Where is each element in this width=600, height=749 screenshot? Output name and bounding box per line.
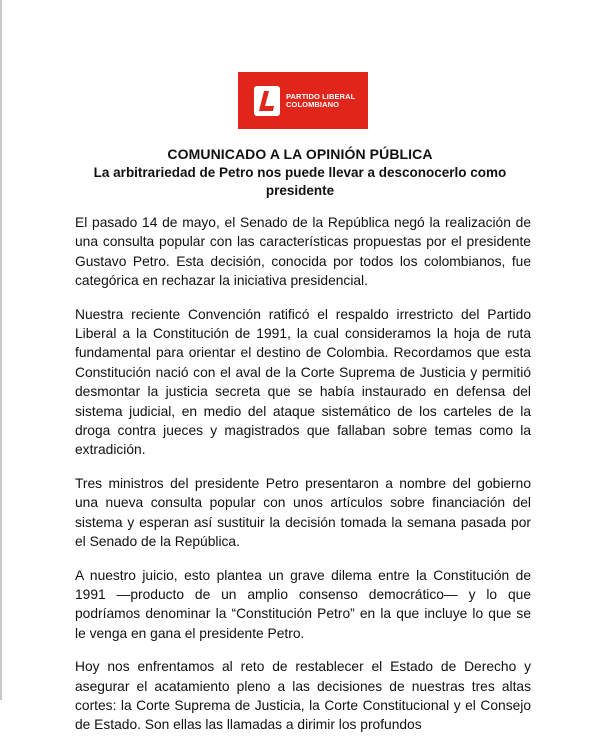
logo-text (286, 93, 355, 109)
paragraph: Hoy nos enfrentamos al reto de restablecer el Estado de Derecho y asegurar el acatamiento pleno a las decisiones de nuestras tres altas cortes: la Corte Suprema de Justicia, la Corte Constitucional y el Consejo de Estado. Son ellas las llamadas a dirimir los profundos (75, 659, 531, 733)
logo-line-1: PARTIDO LIBERAL (286, 91, 356, 101)
paragraph: Tres ministros del presidente Petro presentaron a nombre del gobierno una nueva consulta popular con unos artículos sobre financiación del sistema y esperan así sustituir la decisión tomada la semana pasada por el Senado de la República. (75, 475, 531, 550)
logo-line-2: COLOMBIANO (286, 99, 340, 109)
paragraph: El pasado 14 de mayo, el Senado de la República negó la realización de una consulta popular con las características propuestas por el presidente Gustavo Petro. Esta decisión, conocida por todos los colombianos, fue categórica en rechazar la iniciativa presidencial. (75, 215, 531, 289)
document-subtitle: La arbitrariedad de Petro nos puede llevar a desconocerlo como presidente (93, 165, 507, 198)
party-logo (238, 72, 368, 129)
document-body (75, 213, 531, 749)
document-title: COMUNICADO A LA OPINIÓN PÚBLICA (167, 146, 433, 162)
page-left-edge (0, 0, 2, 700)
paragraph: Nuestra reciente Convención ratificó el respaldo irrestricto del Partido Liberal a la Constitución de 1991, la cual consideramos la hoja de ruta fundamental para orientar el destino de Colombia. Recordamos que esta Constitución nació con el aval de la Corte Suprema de Justicia y permitió desmontar la justicia secreta que se había instaurado en defensa del sistema judicial, en medio del ataque sistemático de los carteles de la droga contra jueces y magistrados que fallaban sobre temas como la extradición. (75, 306, 531, 458)
paragraph: A nuestro juicio, esto plantea un grave dilema entre la Constitución de 1991 —producto de un amplio consenso democrático— y lo que podríamos denominar la “Constitución Petro” en la que incluye lo que se le venga en gana el presidente Petro. (75, 567, 531, 641)
liberal-party-l-icon (254, 86, 280, 116)
